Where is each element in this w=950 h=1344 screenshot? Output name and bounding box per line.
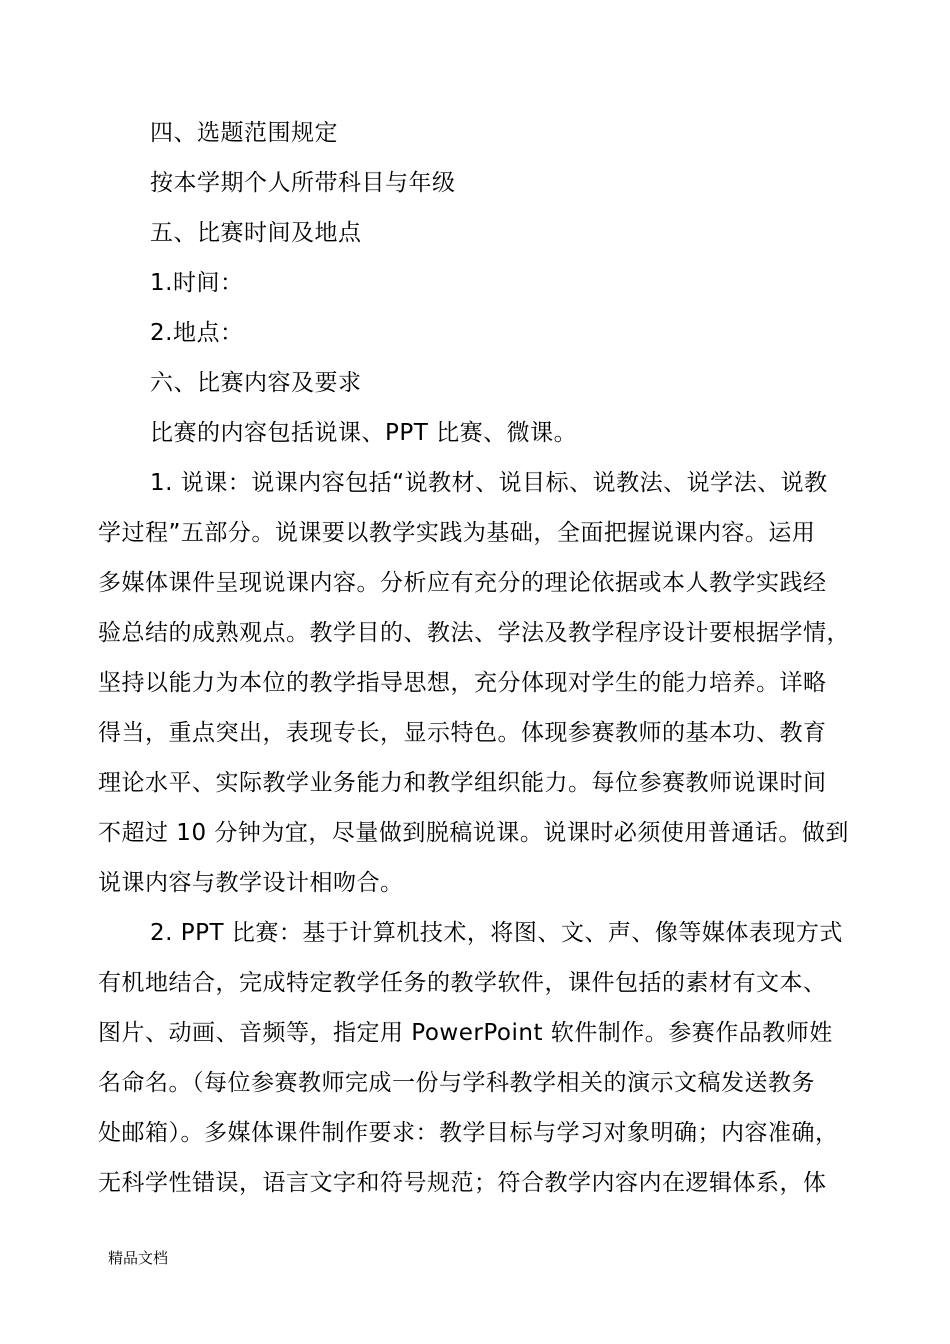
item-2-paragraph: [98, 908, 876, 1208]
paragraph-line: 不超过 10 分钟为宜，尽量做到脱稿说课。说课时必须使用普通话。做到: [98, 820, 849, 846]
section-heading-4: 四、选题范围规定: [150, 120, 338, 146]
footer-watermark: 精品文档: [108, 1249, 169, 1267]
document-body: [98, 108, 876, 1208]
paragraph-line: 1. 说课：说课内容包括“说教材、说目标、说教法、说学法、说教: [150, 470, 828, 496]
paragraph-line: 无科学性错误，语言文字和符号规范；符合教学内容内在逻辑体系，体: [98, 1170, 827, 1196]
place-label: 2.地点：: [150, 320, 244, 346]
paragraph-line: 得当，重点突出，表现专长，显示特色。体现参赛教师的基本功、教育: [98, 720, 827, 746]
paragraph-line: 2. PPT 比赛：基于计算机技术，将图、文、声、像等媒体表现方式: [150, 920, 843, 946]
scope-text: 按本学期个人所带科目与年级: [150, 170, 456, 196]
paragraph-line: 理论水平、实际教学业务能力和教学组织能力。每位参赛教师说课时间: [98, 770, 827, 796]
paragraph-line: 名命名。（每位参赛教师完成一份与学科教学相关的演示文稿发送教务: [98, 1070, 815, 1096]
section-heading-6: 六、比赛内容及要求: [150, 370, 362, 396]
paragraph-line: 坚持以能力为本位的教学指导思想，充分体现对学生的能力培养。详略: [98, 670, 827, 696]
item-1-paragraph: [98, 458, 876, 908]
paragraph-line: 验总结的成熟观点。教学目的、教法、学法及教学程序设计要根据学情，: [98, 620, 850, 646]
paragraph-line: 多媒体课件呈现说课内容。分析应有充分的理论依据或本人教学实践经: [98, 570, 827, 596]
paragraph-line: 学过程”五部分。说课要以教学实践为基础，全面把握说课内容。运用: [98, 520, 816, 546]
paragraph-line: 有机地结合，完成特定教学任务的教学软件，课件包括的素材有文本、: [98, 970, 827, 996]
paragraph-line: 图片、动画、音频等，指定用 PowerPoint 软件制作。参赛作品教师姓: [98, 1020, 833, 1046]
paragraph-line: 处邮箱）。多媒体课件制作要求：教学目标与学习对象明确；内容准确，: [98, 1120, 839, 1146]
section-heading-5: 五、比赛时间及地点: [150, 220, 362, 246]
contents-intro: 比赛的内容包括说课、PPT 比赛、微课。: [150, 420, 578, 446]
paragraph-line: 说课内容与教学设计相吻合。: [98, 870, 404, 896]
time-label: 1.时间：: [150, 270, 244, 296]
